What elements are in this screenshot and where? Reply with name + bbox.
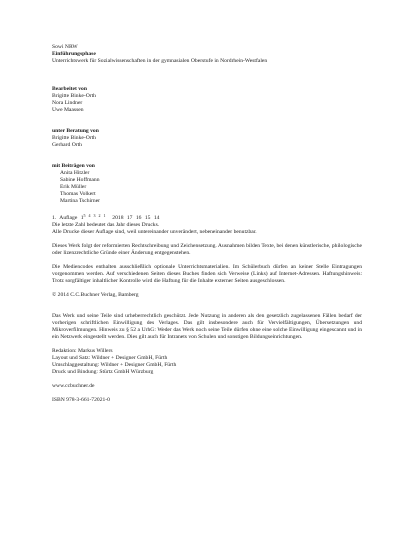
imprint-page (52, 44, 362, 404)
beitraege-label: mit Beiträgen von (52, 163, 95, 169)
urheberrecht-paragraph: Das Werk und seine Teile sind urheberrechtlich geschützt. Jede Nutzung in anderen als den gesetzlich zugelassenen Fällen bedarf der vorherigen schriftlichen Einwilligung des Verlages. Das gilt insbesondere auch für Vervielfältigungen, Übersetzungen und Mikroverfilmungen. Hinweis zu § 52 a UrhG: Weder das Werk noch seine Teile dürfen ohne eine solche Einwilligung eingescannt und in ein Netzwerk eingestellt werden. Dies gilt auch für Intranets von Schulen und sonstigen Bildungseinrichtungen. (52, 313, 362, 340)
credits-block (52, 348, 362, 376)
auflage-note: Alle Drucke dieser Auflage sind, weil untereinander unverändert, nebeneinander benutzbar. (52, 229, 257, 235)
advisor-name: Gerhard Orth (52, 142, 82, 148)
phase-title: Einführungsphase (52, 51, 96, 57)
bearbeitet-label: Bearbeitet von (52, 86, 87, 92)
auflage-label: 1. Auflage 1 (52, 215, 84, 221)
beratung-label: unter Beratung von (52, 128, 99, 134)
beratung-block (52, 128, 362, 149)
auflage-sup: 5 4 3 2 1 (83, 213, 106, 218)
subtitle: Unterrichtswerk für Sozialwissenschaften in der gymnasialen Oberstufe in Nordrhein-Westfalen (52, 58, 268, 64)
author-name: Uwe Maassen (52, 107, 84, 113)
contributor-name: Sabine Hoffmann (60, 177, 100, 183)
author-name: Brigitte Binke-Orth (52, 93, 96, 99)
contributor-name: Anita Hitzler (60, 170, 90, 176)
isbn-line: ISBN 978-3-661-72021-0 (52, 397, 110, 403)
credit-line: Layout und Satz: Wildner + Designer GmbH, Fürth (52, 355, 168, 361)
bearbeitet-block (52, 86, 362, 114)
advisor-name: Brigitte Binke-Orth (52, 135, 96, 141)
credit-line: Redaktion: Markus Willers (52, 348, 113, 354)
auflage-years: 2018 17 16 15 14 (112, 215, 160, 221)
credit-line: Umschlaggestaltung: Wildner + Designer GmbH, Fürth (52, 362, 177, 368)
auflage-line (52, 212, 362, 222)
series-title: Sowi NRW (52, 44, 78, 50)
copyright-line: © 2014 C.C.Buchner Verlag, Bamberg (52, 292, 139, 298)
beitraege-block (52, 163, 362, 205)
auflage-block (52, 212, 362, 236)
mediencodes-paragraph: Die Mediencodes enthalten ausschließlich optionale Unterrichtsmaterialien. Im Schülerbuch dürfen an keiner Stelle Eintragungen vorgenommen werden. Auf verschiedenen Seiten dieses Buches finden sich Verweise (Links) auf Internet-Adressen. Haftungshinweis: Trotz sorgfältiger inhaltlicher Kontrolle wird die Haftung für die Inhalte externer Seiten ausgeschlossen. (52, 264, 362, 284)
title-block (52, 44, 362, 65)
website-link[interactable]: www.ccbuchner.de (52, 383, 95, 389)
auflage-note: Die letzte Zahl bedeutet das Jahr dieses Drucks. (52, 222, 160, 228)
contributor-name: Thomas Volkert (60, 191, 96, 197)
credit-line: Druck und Bindung: Stürtz GmbH Würzburg (52, 369, 154, 375)
rechtschreibung-paragraph: Dieses Werk folgt der reformierten Rechtschreibung und Zeichensetzung. Ausnahmen bilden Texte, bei denen künstlerische, philologische oder lizenzrechtliche Gründe einer Änderung entgegenstehen. (52, 243, 362, 256)
contributor-name: Martina Tschirner (60, 198, 101, 204)
author-name: Nora Lindner (52, 100, 83, 106)
contributor-name: Erik Müller (60, 184, 87, 190)
